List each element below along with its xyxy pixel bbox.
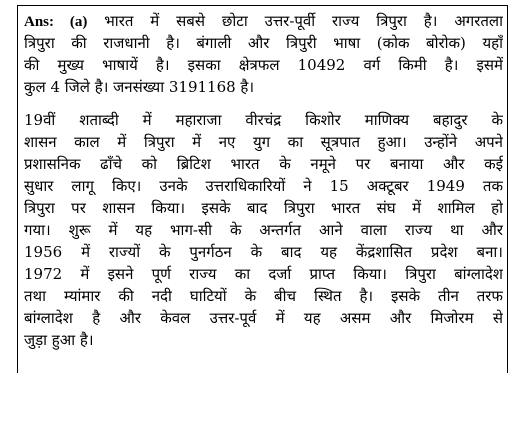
- answer-line-9: त्रिपुरा पर शासन किया। इसके बाद त्रिपुरा भारत संघ में शामिल हो: [24, 199, 503, 217]
- answer-line-15: जुड़ा हुआ है।: [24, 331, 94, 349]
- answer-line-6: शासन काल में त्रिपुरा में नए युग का सूत्रपात हुआ। उन्होंने अपने: [24, 133, 503, 151]
- answer-line-1-text: भारत में सबसे छोटा उत्तर-पूर्वी राज्य त्रिपुरा है। अगरतला: [104, 12, 503, 30]
- answer-line-3: की मुख्य भाषायें है। इसका क्षेत्रफल 10492 वर्ग किमी है। इसमें: [24, 56, 503, 74]
- answer-line-5: 19वीं शताब्दी में महाराजा वीरचंद्र किशोर माणिक्य बहादुर के: [24, 111, 503, 129]
- answer-line-4: कुल 4 जिले है। जनसंख्या 3191168 है।: [24, 78, 255, 96]
- answer-label: Ans: (a): [24, 14, 88, 30]
- answer-box: [17, 5, 508, 373]
- answer-line-7: प्रशासनिक ढाँचे को ब्रिटिश भारत के नमूने पर बनाया और कई: [24, 155, 503, 173]
- answer-line-1: [24, 10, 503, 32]
- answer-line-2: त्रिपुरा की राजधानी है। बंगाली और त्रिपुरी भाषा (कोक बोरोक) यहाँ: [24, 34, 503, 52]
- answer-line-12: 1972 में इसने पूर्ण राज्य का दर्जा प्राप्त किया। त्रिपुरा बांग्लादेश: [24, 265, 503, 283]
- answer-line-14: बांग्लादेश है और केवल उत्तर-पूर्व में यह असम और मिजोरम से: [24, 309, 503, 327]
- answer-line-8: सुधार लागू किए। उनके उत्तराधिकारियों ने 15 अक्टूबर 1949 तक: [24, 177, 503, 195]
- answer-line-13: तथा म्यांमार की नदी घाटियों के बीच स्थित है। इसके तीन तरफ: [24, 287, 503, 305]
- answer-line-11: 1956 में राज्यों के पुनर्गठन के बाद यह केंद्रशासित प्रदेश बना।: [24, 243, 503, 261]
- answer-line-10: गया। शुरू में यह भाग-सी के अन्तर्गत आने वाला राज्य था और: [24, 221, 503, 239]
